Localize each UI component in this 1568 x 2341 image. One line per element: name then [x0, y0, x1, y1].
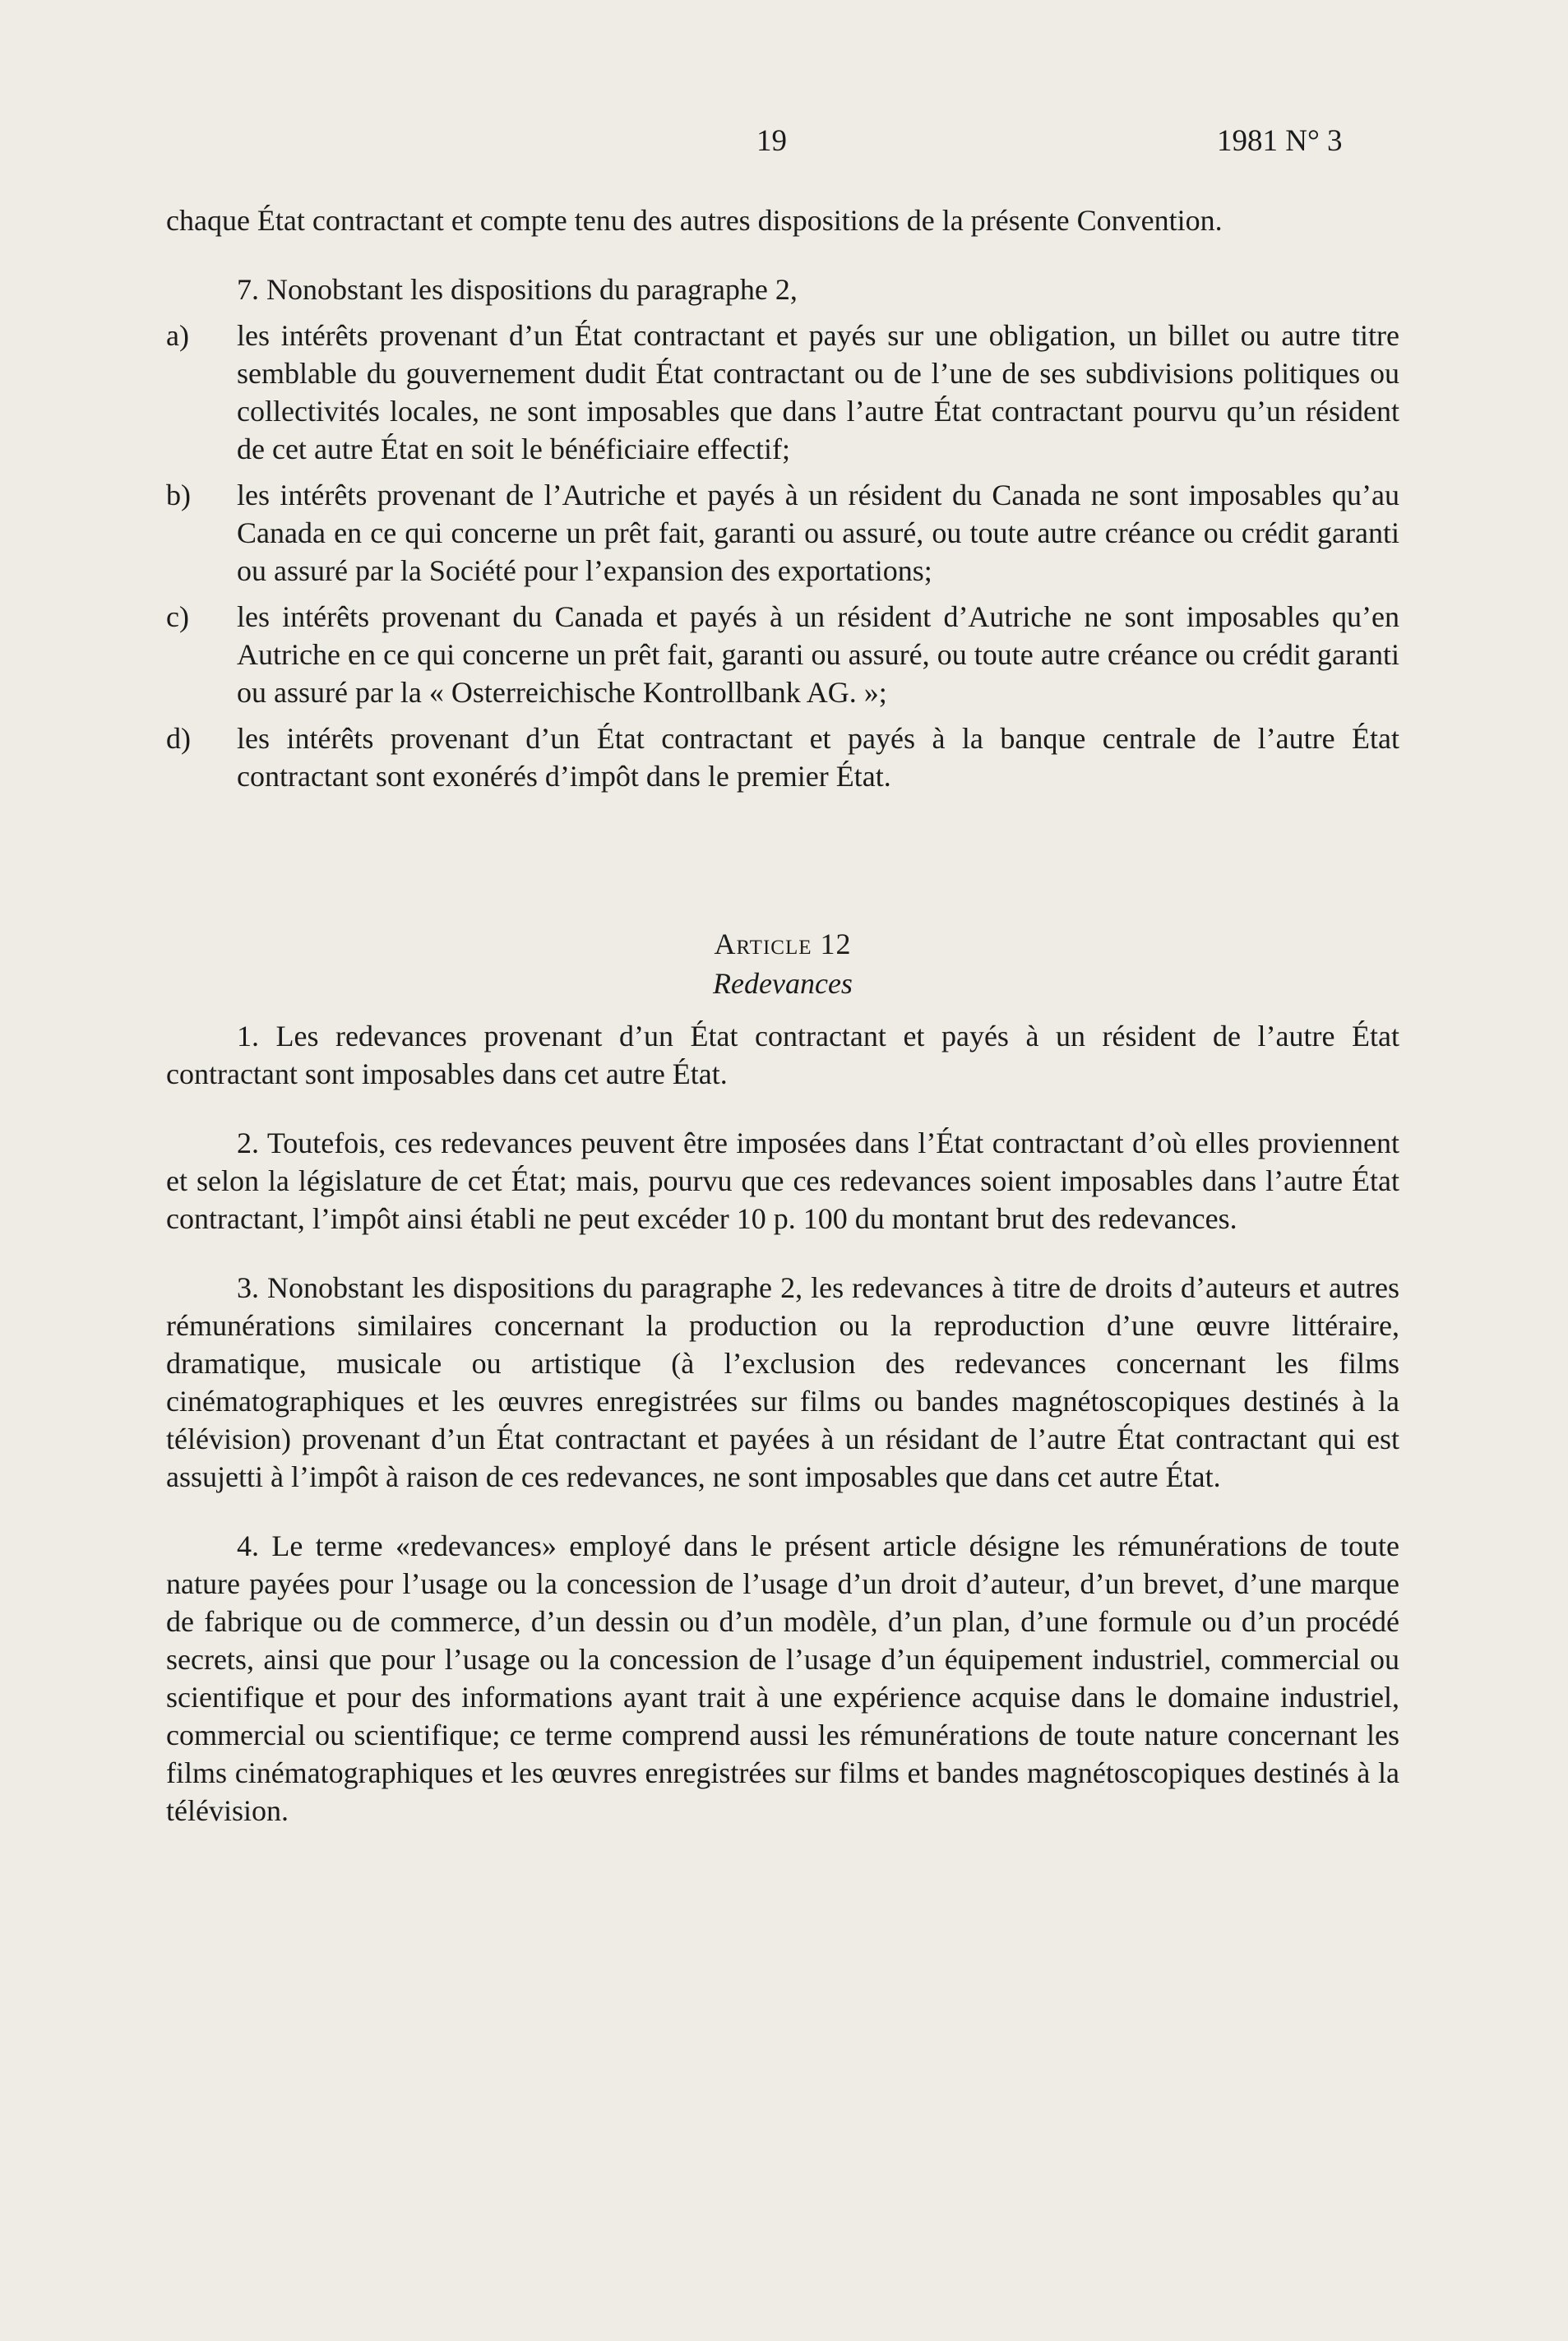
list-item-label: c)	[166, 600, 189, 633]
list-item	[166, 719, 1399, 795]
article-title: Article 12	[714, 928, 852, 960]
continuation-paragraph: chaque État contractant et compte tenu des autres dispositions de la présente Convention.	[166, 204, 1223, 237]
article-paragraph-3: 3. Nonobstant les dispositions du paragraphe 2, les redevances à titre de droits d’auteurs et autres rémunérations similaires concernant la production ou la reproduction d’une œuvre littéraire, dramatique, musicale ou artistique (à l’exclusion des redevances concernant les films cinématographiques et les œuvres enregistrées sur films ou bandes magnétoscopiques destinés à la télévision) provenant d’un État contractant et payées à un résidant de l’autre État contractant qui est assujetti à l’impôt à raison de ces redevances, ne sont imposables que dans cet autre État.	[166, 1271, 1399, 1493]
list-item-text: les intérêts provenant du Canada et payés à un résident d’Autriche ne sont imposables qu’en Autriche en ce qui concerne un prêt fait, garanti ou assuré, ou toute autre créance ou crédit garanti ou assuré par la « Osterreichische Kontrollbank AG. »;	[237, 600, 1399, 709]
article-subtitle: Redevances	[713, 967, 853, 1000]
paragraph-7-list	[166, 317, 1399, 795]
page-number: 19	[756, 124, 787, 158]
article-paragraph-4: 4. Le terme «redevances» employé dans le présent article désigne les rémunérations de toute nature payées pour l’usage ou la concession de l’usage d’un droit d’auteur, d’un brevet, d’une marque de fabrique ou de commerce, d’un dessin ou d’un modèle, d’un plan, d’une formule ou d’un procédé secrets, ainsi que pour l’usage ou la concession de l’usage d’un équipement industriel, commercial ou scientifique et pour des informations ayant trait à une expérience acquise dans le domaine industriel, commercial ou scientifique; ce terme comprend aussi les rémunérations de toute nature concernant les films cinématographiques et les œuvres enregistrées sur films et bandes magnétoscopiques destinés à la télévision.	[166, 1529, 1399, 1827]
page-body	[166, 201, 1399, 1830]
article-paragraph-2: 2. Toutefois, ces redevances peuvent être imposées dans l’État contractant d’où elles proviennent et selon la législature de cet État; mais, pourvu que ces redevances soient imposables dans l’autre État contractant, l’impôt ainsi établi ne peut excéder 10 p. 100 du montant brut des redevances.	[166, 1127, 1399, 1235]
page-header	[0, 123, 1568, 164]
list-item	[166, 598, 1399, 711]
list-item-label: a)	[166, 319, 189, 352]
list-item	[166, 317, 1399, 468]
list-item-label: d)	[166, 722, 191, 755]
article-paragraph-1: 1. Les redevances provenant d’un État contractant et payés à un résident de l’autre État contractant sont imposables dans cet autre État.	[166, 1020, 1399, 1090]
paragraph-7-intro: 7. Nonobstant les dispositions du paragraphe 2,	[237, 273, 798, 306]
list-item-text: les intérêts provenant d’un État contractant et payés sur une obligation, un billet ou autre titre semblable du gouvernement dudit État contractant ou de l’une de ses subdivisions politiques ou collectivités locales, ne sont imposables que dans l’autre État contractant pourvu qu’un résident de cet autre État en soit le bénéficiaire effectif;	[237, 319, 1399, 465]
list-item-text: les intérêts provenant d’un État contractant et payés à la banque centrale de l’autre État contractant sont exonérés d’impôt dans le premier État.	[237, 722, 1399, 793]
list-item-text: les intérêts provenant de l’Autriche et payés à un résident du Canada ne sont imposables qu’au Canada en ce qui concerne un prêt fait, garanti ou assuré, ou toute autre créance ou crédit garanti ou assuré par la Société pour l’expansion des exportations;	[237, 479, 1399, 587]
document-reference: 1981 N° 3	[1217, 124, 1343, 158]
list-item-label: b)	[166, 479, 191, 511]
list-item	[166, 476, 1399, 590]
